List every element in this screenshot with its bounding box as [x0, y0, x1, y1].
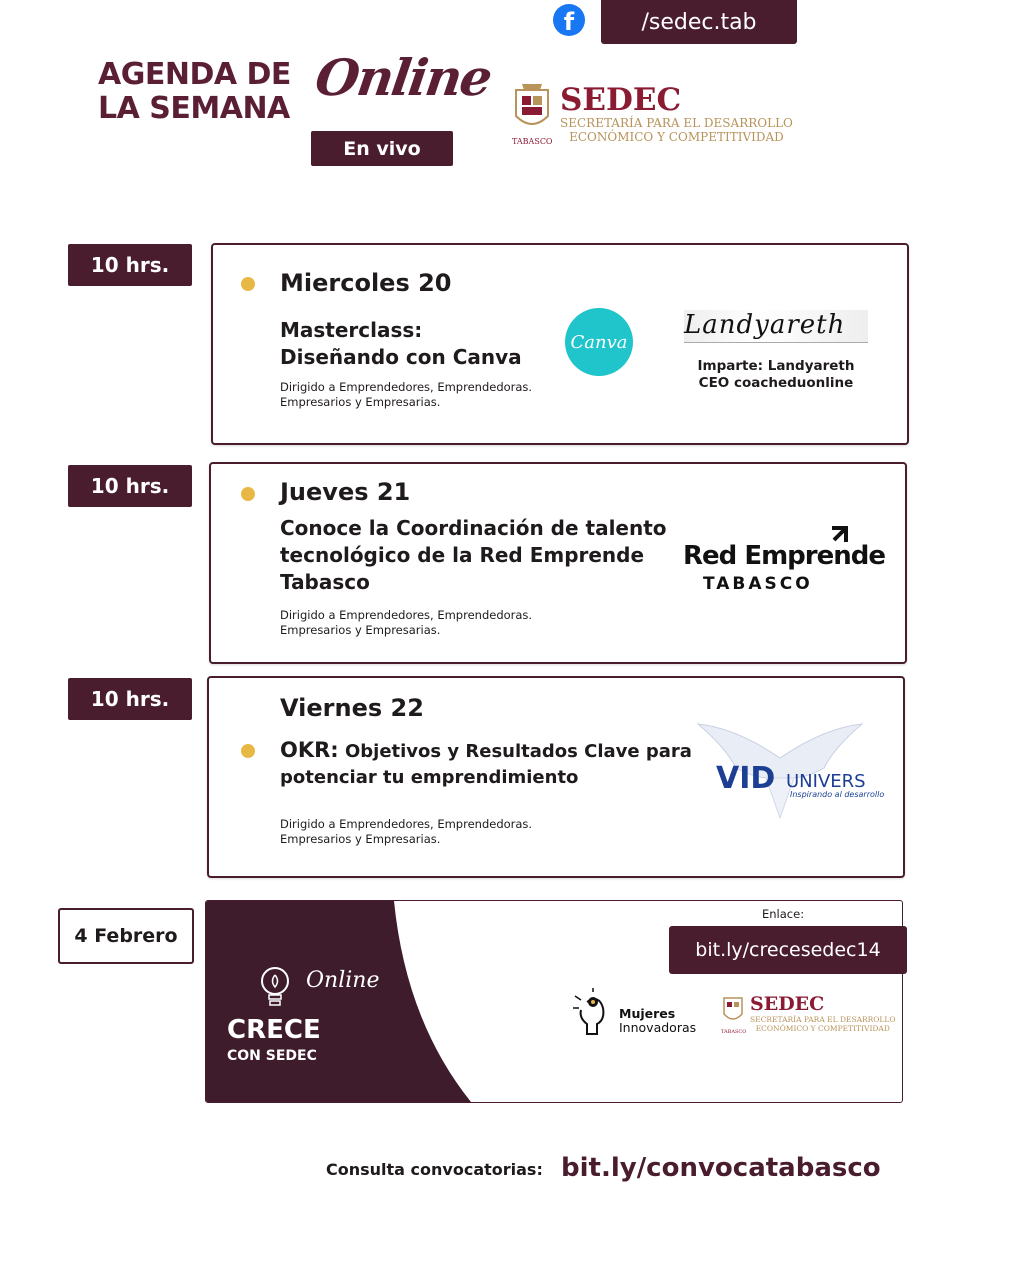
event-3-audience-line-2: Empresarios y Empresarias. [280, 832, 441, 846]
canva-logo: Canva [565, 308, 633, 376]
sedec-crest-icon [512, 82, 552, 134]
sedec-small-name: SEDEC [750, 993, 825, 1015]
event-3-title-line-1: Objetivos y Resultados Clave para [338, 741, 692, 762]
bullet-icon [241, 744, 255, 758]
event-1-audience [280, 380, 532, 410]
mujeres-line-2: Innovadoras [619, 1020, 697, 1035]
lightbulb-icon [258, 965, 292, 1011]
event-1-speaker-line-1: Imparte: Landyareth [697, 358, 855, 374]
event-2-title-line-2: tecnológico de la Red Emprende [280, 543, 645, 567]
online-script: Online [311, 48, 495, 107]
live-badge: En vivo [311, 131, 453, 166]
facebook-icon[interactable]: f [553, 4, 585, 36]
facebook-handle-link[interactable]: /sedec.tab [601, 0, 797, 44]
sedec-subtitle-line-2: ECONÓMICO Y COMPETITIVIDAD [569, 130, 784, 144]
event-1-title-line-1: Masterclass: [280, 318, 423, 342]
event-3-audience-line-1: Dirigido a Emprendedores, Emprendedoras. [280, 817, 533, 831]
mujeres-innovadoras-logo [619, 1007, 696, 1035]
event-3-title-bold: OKR: [280, 738, 339, 762]
event-2-audience-line-1: Dirigido a Emprendedores, Emprendedoras. [280, 608, 533, 622]
crece-date-badge: 4 Febrero [58, 908, 194, 964]
event-3-day: Viernes 22 [280, 694, 424, 722]
sedec-small-subtitle-line-2: ECONÓMICO Y COMPETITIVIDAD [755, 1024, 890, 1033]
event-2-title-line-1: Conoce la Coordinación de talento [280, 516, 667, 540]
sedec-logo-name: SEDEC [560, 82, 682, 118]
bullet-icon [241, 487, 255, 501]
crece-link-button[interactable]: bit.ly/crecesedec14 [669, 926, 907, 974]
mujeres-innovadoras-icon [573, 988, 613, 1040]
sedec-logo-subtitle [560, 116, 793, 144]
sedec-small-subtitle [750, 1015, 896, 1033]
crece-link-label: Enlace: [762, 907, 805, 921]
crece-online-script: Online [306, 968, 380, 993]
event-1-title-line-2: Diseñando con Canva [280, 345, 522, 369]
event-3-title [280, 737, 692, 791]
convocatorias-link[interactable]: bit.ly/convocatabasco [561, 1153, 881, 1183]
event-3-title-line-2: potenciar tu emprendimiento [280, 767, 579, 788]
sedec-small-state: TABASCO [721, 1029, 747, 1035]
bullet-icon [241, 277, 255, 291]
event-3-audience [280, 817, 532, 847]
page-title: AGENDA DE LA SEMANA [98, 57, 291, 126]
event-2-title [280, 515, 667, 596]
event-1-time-badge: 10 hrs. [68, 244, 192, 286]
event-2-day: Jueves 21 [280, 478, 411, 506]
mujeres-line-1: Mujeres [619, 1006, 676, 1021]
event-2-time-badge: 10 hrs. [68, 465, 192, 507]
event-1-audience-line-1: Dirigido a Emprendedores, Emprendedoras. [280, 380, 533, 394]
event-1-speaker-line-2: CEO coacheduonline [698, 375, 854, 391]
event-2-title-line-3: Tabasco [280, 570, 370, 594]
red-emprende-logo-sub: TABASCO [703, 574, 813, 594]
event-2-audience [280, 608, 532, 638]
vid-logo: VID [716, 761, 776, 796]
univers-logo-sub: Inspirando al desarrollo [790, 790, 885, 799]
event-2-audience-line-2: Empresarios y Empresarias. [280, 623, 441, 637]
landyareth-signature: Landyareth [684, 310, 868, 343]
event-1-audience-line-2: Empresarios y Empresarias. [280, 395, 441, 409]
event-1-day: Miercoles 20 [280, 269, 452, 297]
event-1-title [280, 317, 522, 371]
crece-title: CRECE [227, 1015, 321, 1045]
univers-logo: UNIVERS [786, 771, 866, 792]
event-3-time-badge: 10 hrs. [68, 678, 192, 720]
crece-subtitle: CON SEDEC [227, 1048, 317, 1064]
sedec-crest-small-icon [722, 994, 744, 1026]
sedec-logo-state: TABASCO [512, 137, 553, 146]
red-emprende-logo: Red Emprende [683, 541, 885, 571]
sedec-subtitle-line-1: SECRETARÍA PARA EL DESARROLLO [560, 116, 793, 130]
event-1-speaker [690, 358, 862, 392]
consulta-label: Consulta convocatorias: [326, 1160, 543, 1179]
sedec-small-subtitle-line-1: SECRETARÍA PARA EL DESARROLLO [750, 1015, 896, 1024]
